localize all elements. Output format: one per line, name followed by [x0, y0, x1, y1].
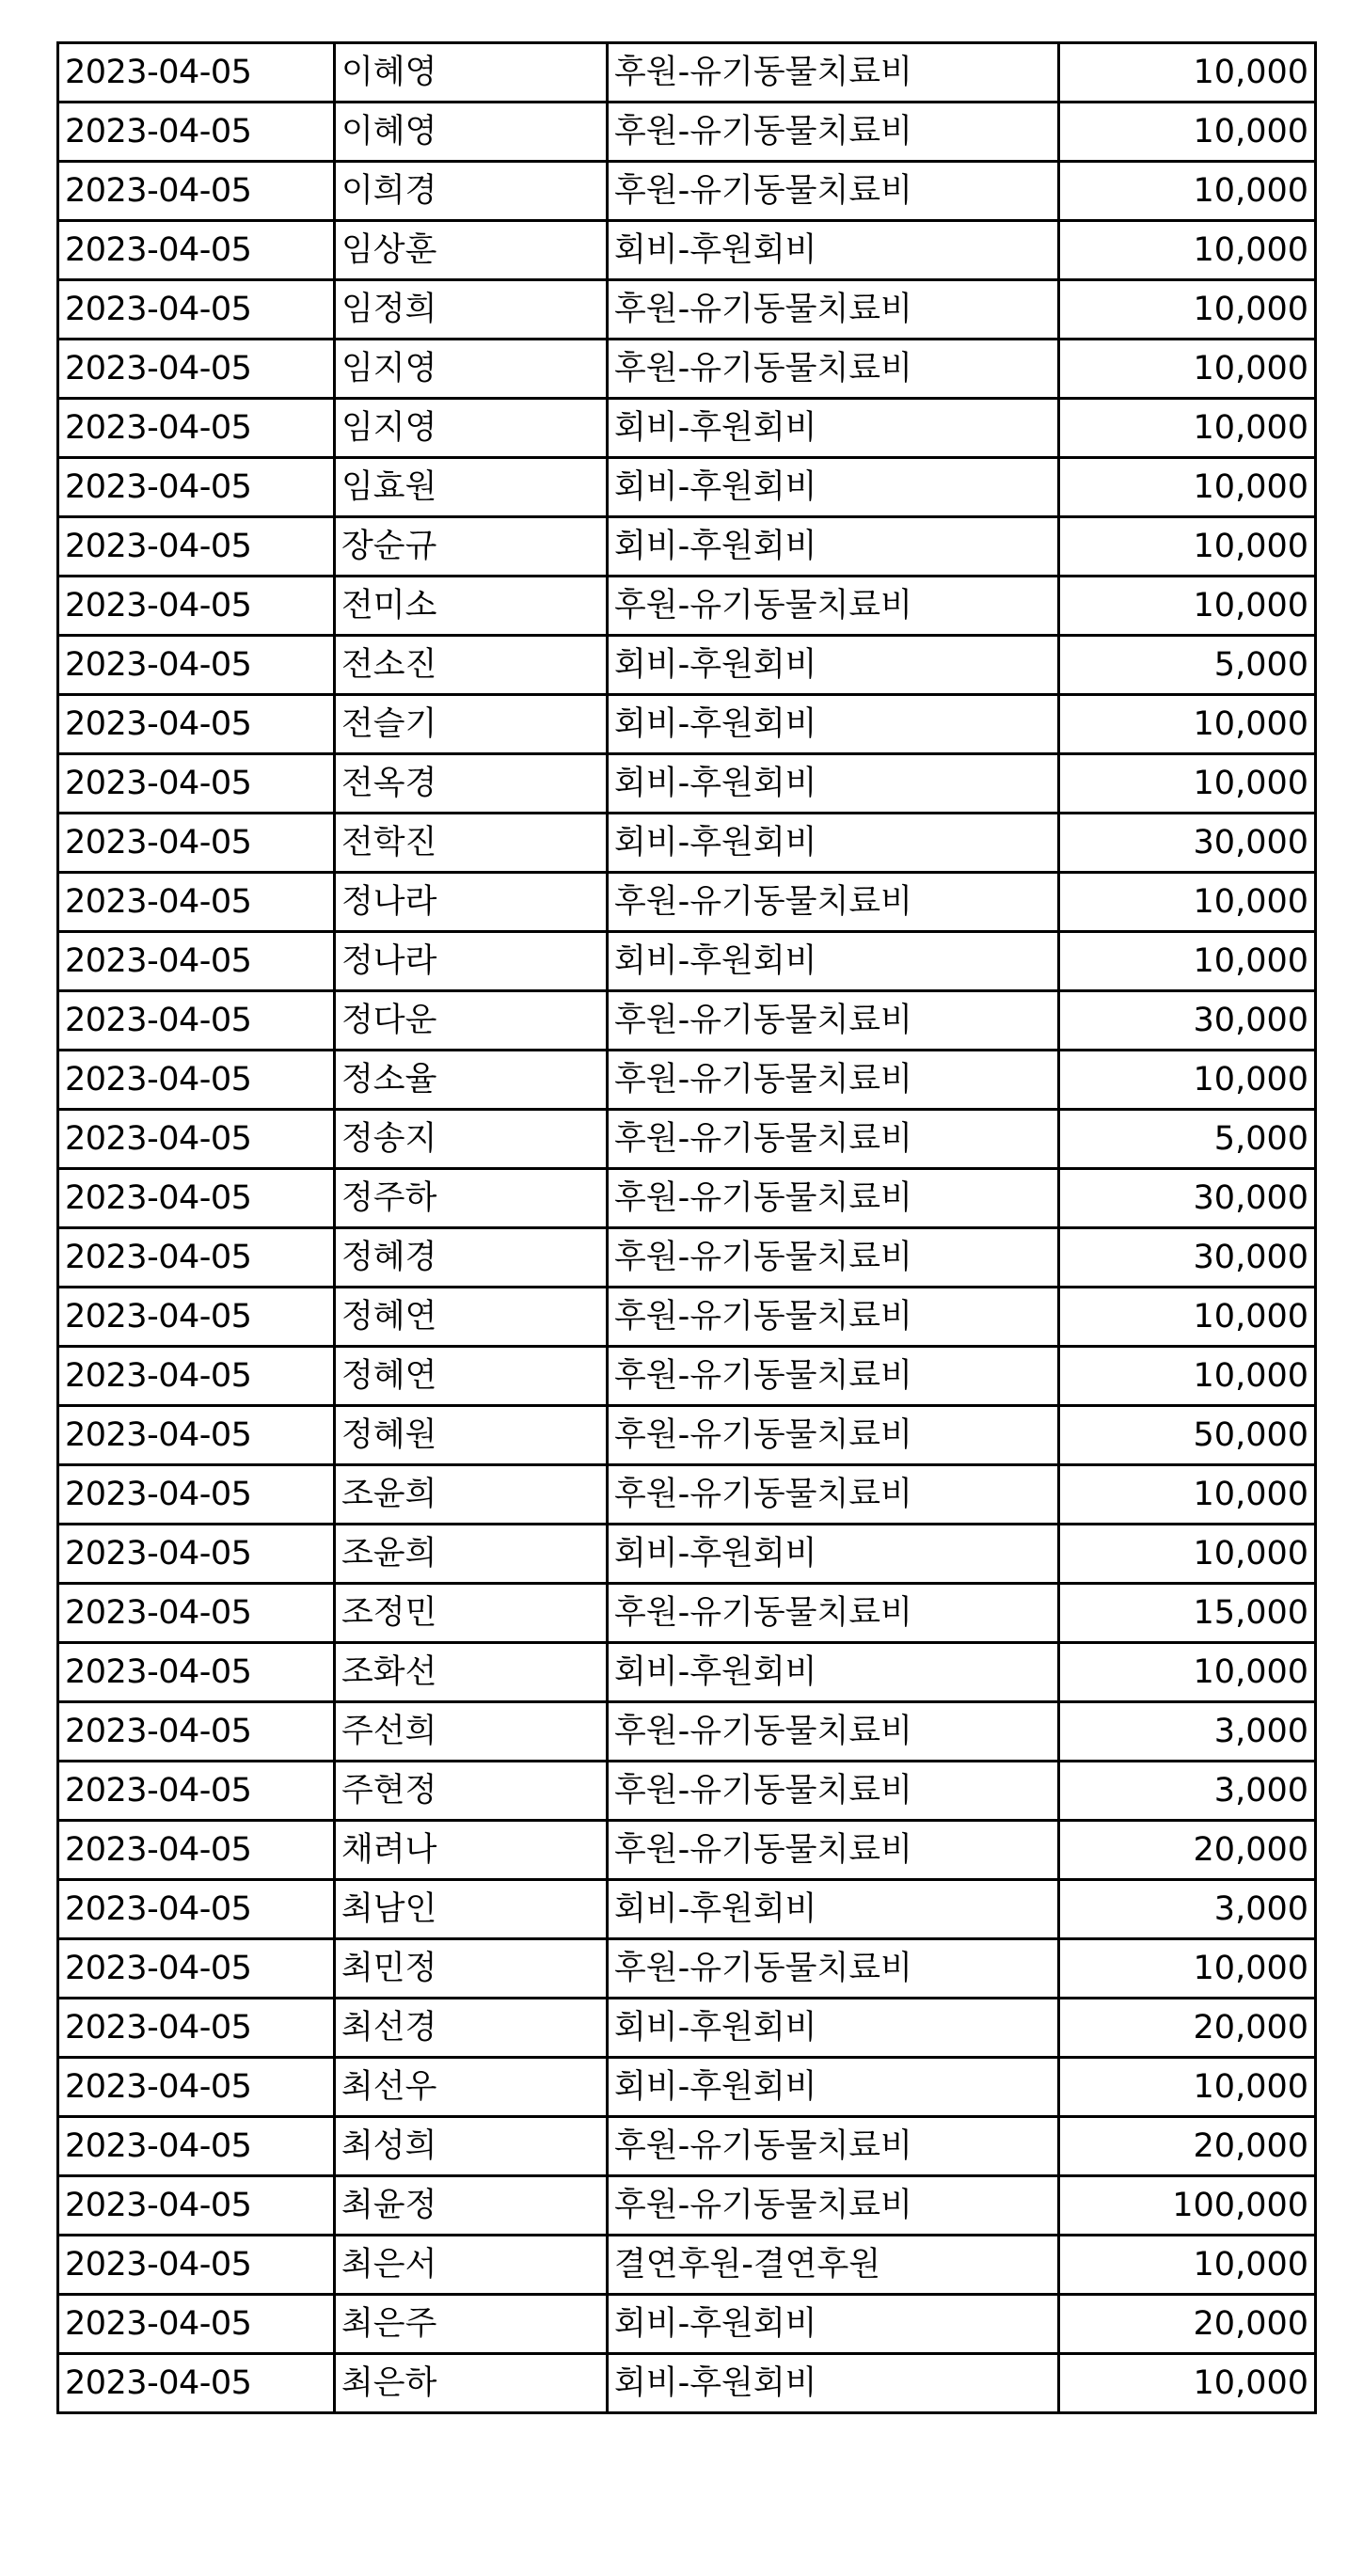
table-row	[58, 1110, 1316, 1169]
table-row	[58, 162, 1316, 221]
table-row	[58, 1880, 1316, 1939]
ledger-body	[58, 43, 1316, 2413]
amount-cell: 20,000	[1059, 2295, 1316, 2354]
category-cell: 회비-후원회비	[608, 2058, 1059, 2117]
category-cell: 후원-유기동물치료비	[608, 1584, 1059, 1643]
category-cell: 후원-유기동물치료비	[608, 162, 1059, 221]
date-cell: 2023-04-05	[58, 1999, 335, 2058]
donor-name-cell: 최선우	[335, 2058, 608, 2117]
table-row	[58, 1762, 1316, 1821]
amount-cell: 10,000	[1059, 754, 1316, 814]
donor-name-cell: 조윤희	[335, 1525, 608, 1584]
category-cell: 후원-유기동물치료비	[608, 1465, 1059, 1525]
donor-name-cell: 최윤정	[335, 2176, 608, 2236]
category-cell: 후원-유기동물치료비	[608, 43, 1059, 103]
table-row	[58, 2295, 1316, 2354]
category-cell: 후원-유기동물치료비	[608, 1347, 1059, 1406]
date-cell: 2023-04-05	[58, 1702, 335, 1762]
table-row	[58, 2176, 1316, 2236]
table-row	[58, 991, 1316, 1051]
date-cell: 2023-04-05	[58, 1347, 335, 1406]
donor-name-cell: 임상훈	[335, 221, 608, 280]
table-row	[58, 873, 1316, 932]
table-row	[58, 2117, 1316, 2176]
category-cell: 후원-유기동물치료비	[608, 1939, 1059, 1999]
date-cell: 2023-04-05	[58, 1939, 335, 1999]
category-cell: 후원-유기동물치료비	[608, 1288, 1059, 1347]
date-cell: 2023-04-05	[58, 1643, 335, 1702]
donor-name-cell: 임정희	[335, 280, 608, 340]
donor-name-cell: 장순규	[335, 517, 608, 577]
category-cell: 후원-유기동물치료비	[608, 1110, 1059, 1169]
date-cell: 2023-04-05	[58, 814, 335, 873]
donor-name-cell: 최남인	[335, 1880, 608, 1939]
amount-cell: 10,000	[1059, 1525, 1316, 1584]
donor-name-cell: 전소진	[335, 636, 608, 695]
donor-name-cell: 최은하	[335, 2354, 608, 2413]
donor-name-cell: 최민정	[335, 1939, 608, 1999]
amount-cell: 30,000	[1059, 1169, 1316, 1228]
donation-ledger-table	[56, 41, 1317, 2414]
donor-name-cell: 정혜연	[335, 1347, 608, 1406]
table-row	[58, 636, 1316, 695]
donor-name-cell: 최은주	[335, 2295, 608, 2354]
donor-name-cell: 조윤희	[335, 1465, 608, 1525]
donor-name-cell: 정주하	[335, 1169, 608, 1228]
amount-cell: 10,000	[1059, 399, 1316, 458]
category-cell: 회비-후원회비	[608, 814, 1059, 873]
table-row	[58, 1169, 1316, 1228]
amount-cell: 30,000	[1059, 814, 1316, 873]
amount-cell: 10,000	[1059, 458, 1316, 517]
category-cell: 후원-유기동물치료비	[608, 1228, 1059, 1288]
category-cell: 후원-유기동물치료비	[608, 2117, 1059, 2176]
donor-name-cell: 정소율	[335, 1051, 608, 1110]
category-cell: 후원-유기동물치료비	[608, 1821, 1059, 1880]
date-cell: 2023-04-05	[58, 695, 335, 754]
date-cell: 2023-04-05	[58, 43, 335, 103]
amount-cell: 50,000	[1059, 1406, 1316, 1465]
category-cell: 후원-유기동물치료비	[608, 1702, 1059, 1762]
donor-name-cell: 정송지	[335, 1110, 608, 1169]
category-cell: 회비-후원회비	[608, 458, 1059, 517]
amount-cell: 10,000	[1059, 221, 1316, 280]
amount-cell: 10,000	[1059, 43, 1316, 103]
donor-name-cell: 이혜영	[335, 103, 608, 162]
amount-cell: 10,000	[1059, 2058, 1316, 2117]
amount-cell: 10,000	[1059, 577, 1316, 636]
table-row	[58, 280, 1316, 340]
date-cell: 2023-04-05	[58, 162, 335, 221]
category-cell: 후원-유기동물치료비	[608, 340, 1059, 399]
category-cell: 후원-유기동물치료비	[608, 577, 1059, 636]
date-cell: 2023-04-05	[58, 280, 335, 340]
donor-name-cell: 이희경	[335, 162, 608, 221]
date-cell: 2023-04-05	[58, 932, 335, 991]
category-cell: 후원-유기동물치료비	[608, 1169, 1059, 1228]
category-cell: 회비-후원회비	[608, 1999, 1059, 2058]
table-row	[58, 814, 1316, 873]
donor-name-cell: 조화선	[335, 1643, 608, 1702]
donor-name-cell: 임지영	[335, 399, 608, 458]
category-cell: 후원-유기동물치료비	[608, 991, 1059, 1051]
date-cell: 2023-04-05	[58, 517, 335, 577]
amount-cell: 3,000	[1059, 1702, 1316, 1762]
amount-cell: 10,000	[1059, 1288, 1316, 1347]
donor-name-cell: 임효원	[335, 458, 608, 517]
date-cell: 2023-04-05	[58, 2176, 335, 2236]
date-cell: 2023-04-05	[58, 1110, 335, 1169]
donor-name-cell: 정나라	[335, 932, 608, 991]
date-cell: 2023-04-05	[58, 1525, 335, 1584]
amount-cell: 10,000	[1059, 517, 1316, 577]
date-cell: 2023-04-05	[58, 1169, 335, 1228]
table-row	[58, 1999, 1316, 2058]
category-cell: 회비-후원회비	[608, 1643, 1059, 1702]
table-row	[58, 221, 1316, 280]
amount-cell: 20,000	[1059, 1821, 1316, 1880]
category-cell: 회비-후원회비	[608, 754, 1059, 814]
amount-cell: 3,000	[1059, 1880, 1316, 1939]
table-row	[58, 399, 1316, 458]
date-cell: 2023-04-05	[58, 340, 335, 399]
amount-cell: 20,000	[1059, 2117, 1316, 2176]
date-cell: 2023-04-05	[58, 399, 335, 458]
category-cell: 후원-유기동물치료비	[608, 103, 1059, 162]
category-cell: 회비-후원회비	[608, 2354, 1059, 2413]
table-row	[58, 2058, 1316, 2117]
donor-name-cell: 정혜연	[335, 1288, 608, 1347]
amount-cell: 30,000	[1059, 991, 1316, 1051]
category-cell: 회비-후원회비	[608, 517, 1059, 577]
table-row	[58, 340, 1316, 399]
table-row	[58, 2236, 1316, 2295]
donation-ledger-sheet	[56, 41, 1314, 2414]
table-row	[58, 43, 1316, 103]
date-cell: 2023-04-05	[58, 458, 335, 517]
donor-name-cell: 전미소	[335, 577, 608, 636]
table-row	[58, 1643, 1316, 1702]
date-cell: 2023-04-05	[58, 103, 335, 162]
date-cell: 2023-04-05	[58, 1584, 335, 1643]
amount-cell: 3,000	[1059, 1762, 1316, 1821]
amount-cell: 10,000	[1059, 695, 1316, 754]
amount-cell: 10,000	[1059, 2236, 1316, 2295]
donor-name-cell: 전옥경	[335, 754, 608, 814]
date-cell: 2023-04-05	[58, 2117, 335, 2176]
category-cell: 후원-유기동물치료비	[608, 1406, 1059, 1465]
category-cell: 회비-후원회비	[608, 399, 1059, 458]
amount-cell: 10,000	[1059, 2354, 1316, 2413]
donor-name-cell: 주현정	[335, 1762, 608, 1821]
amount-cell: 10,000	[1059, 1939, 1316, 1999]
date-cell: 2023-04-05	[58, 221, 335, 280]
category-cell: 회비-후원회비	[608, 932, 1059, 991]
donor-name-cell: 정혜경	[335, 1228, 608, 1288]
table-row	[58, 517, 1316, 577]
amount-cell: 15,000	[1059, 1584, 1316, 1643]
amount-cell: 30,000	[1059, 1228, 1316, 1288]
category-cell: 후원-유기동물치료비	[608, 1051, 1059, 1110]
table-row	[58, 1288, 1316, 1347]
table-row	[58, 1702, 1316, 1762]
table-row	[58, 932, 1316, 991]
donor-name-cell: 임지영	[335, 340, 608, 399]
table-row	[58, 1821, 1316, 1880]
amount-cell: 20,000	[1059, 1999, 1316, 2058]
table-row	[58, 1939, 1316, 1999]
amount-cell: 10,000	[1059, 1347, 1316, 1406]
table-row	[58, 1584, 1316, 1643]
donor-name-cell: 정나라	[335, 873, 608, 932]
amount-cell: 10,000	[1059, 1643, 1316, 1702]
donor-name-cell: 정다운	[335, 991, 608, 1051]
date-cell: 2023-04-05	[58, 991, 335, 1051]
table-row	[58, 103, 1316, 162]
amount-cell: 100,000	[1059, 2176, 1316, 2236]
amount-cell: 10,000	[1059, 932, 1316, 991]
date-cell: 2023-04-05	[58, 636, 335, 695]
category-cell: 결연후원-결연후원	[608, 2236, 1059, 2295]
date-cell: 2023-04-05	[58, 1228, 335, 1288]
table-row	[58, 1228, 1316, 1288]
date-cell: 2023-04-05	[58, 1288, 335, 1347]
table-row	[58, 1051, 1316, 1110]
donor-name-cell: 조정민	[335, 1584, 608, 1643]
donor-name-cell: 전슬기	[335, 695, 608, 754]
category-cell: 회비-후원회비	[608, 2295, 1059, 2354]
date-cell: 2023-04-05	[58, 1762, 335, 1821]
date-cell: 2023-04-05	[58, 873, 335, 932]
donor-name-cell: 최은서	[335, 2236, 608, 2295]
date-cell: 2023-04-05	[58, 1051, 335, 1110]
donor-name-cell: 채려나	[335, 1821, 608, 1880]
amount-cell: 10,000	[1059, 162, 1316, 221]
category-cell: 후원-유기동물치료비	[608, 2176, 1059, 2236]
table-row	[58, 1525, 1316, 1584]
table-row	[58, 577, 1316, 636]
amount-cell: 10,000	[1059, 873, 1316, 932]
table-row	[58, 2354, 1316, 2413]
date-cell: 2023-04-05	[58, 2354, 335, 2413]
category-cell: 회비-후원회비	[608, 221, 1059, 280]
category-cell: 회비-후원회비	[608, 1880, 1059, 1939]
date-cell: 2023-04-05	[58, 1406, 335, 1465]
table-row	[58, 695, 1316, 754]
amount-cell: 10,000	[1059, 1051, 1316, 1110]
date-cell: 2023-04-05	[58, 754, 335, 814]
date-cell: 2023-04-05	[58, 1880, 335, 1939]
amount-cell: 10,000	[1059, 340, 1316, 399]
table-row	[58, 1465, 1316, 1525]
category-cell: 회비-후원회비	[608, 636, 1059, 695]
table-row	[58, 754, 1316, 814]
date-cell: 2023-04-05	[58, 1465, 335, 1525]
donor-name-cell: 이혜영	[335, 43, 608, 103]
amount-cell: 10,000	[1059, 103, 1316, 162]
category-cell: 회비-후원회비	[608, 1525, 1059, 1584]
date-cell: 2023-04-05	[58, 2295, 335, 2354]
category-cell: 후원-유기동물치료비	[608, 280, 1059, 340]
table-row	[58, 1347, 1316, 1406]
date-cell: 2023-04-05	[58, 2058, 335, 2117]
donor-name-cell: 주선희	[335, 1702, 608, 1762]
amount-cell: 5,000	[1059, 636, 1316, 695]
table-row	[58, 458, 1316, 517]
category-cell: 회비-후원회비	[608, 695, 1059, 754]
date-cell: 2023-04-05	[58, 2236, 335, 2295]
donor-name-cell: 최선경	[335, 1999, 608, 2058]
donor-name-cell: 정혜원	[335, 1406, 608, 1465]
amount-cell: 5,000	[1059, 1110, 1316, 1169]
donor-name-cell: 전학진	[335, 814, 608, 873]
donor-name-cell: 최성희	[335, 2117, 608, 2176]
amount-cell: 10,000	[1059, 1465, 1316, 1525]
amount-cell: 10,000	[1059, 280, 1316, 340]
category-cell: 후원-유기동물치료비	[608, 873, 1059, 932]
category-cell: 후원-유기동물치료비	[608, 1762, 1059, 1821]
date-cell: 2023-04-05	[58, 577, 335, 636]
date-cell: 2023-04-05	[58, 1821, 335, 1880]
table-row	[58, 1406, 1316, 1465]
